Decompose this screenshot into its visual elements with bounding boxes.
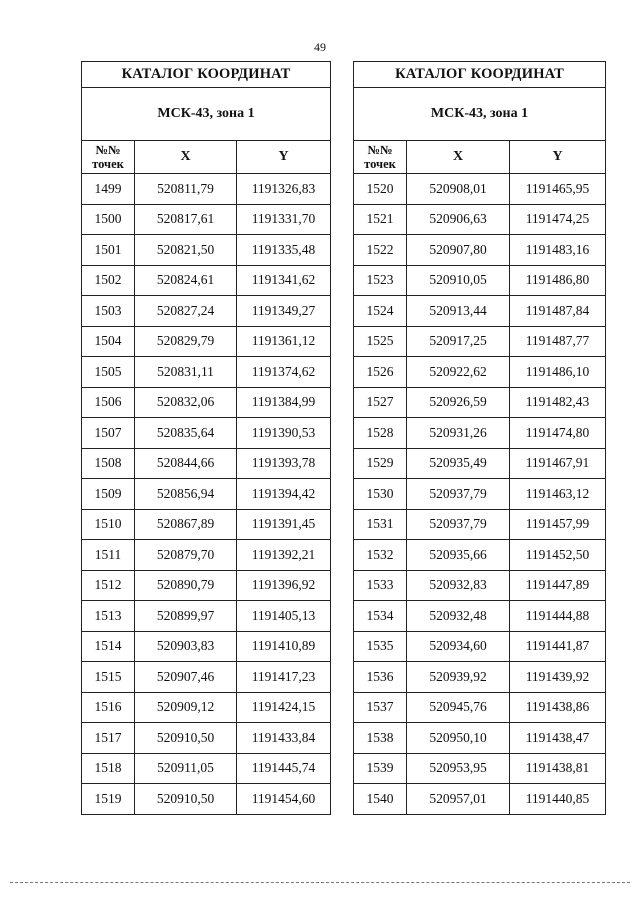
y-coordinate-cell: 1191482,43 (510, 387, 606, 418)
point-number-cell: 1500 (82, 204, 135, 235)
y-coordinate-cell: 1191438,81 (510, 753, 606, 784)
y-coordinate-cell: 1191483,16 (510, 235, 606, 266)
y-coordinate-cell: 1191463,12 (510, 479, 606, 510)
x-coordinate-cell: 520907,80 (407, 235, 510, 266)
x-coordinate-cell: 520856,94 (135, 479, 237, 510)
table-row (354, 692, 606, 723)
point-number-cell: 1510 (82, 509, 135, 540)
column-header-x: X (407, 141, 510, 174)
table-row (82, 753, 331, 784)
y-coordinate-cell: 1191396,92 (237, 570, 331, 601)
y-coordinate-cell: 1191433,84 (237, 723, 331, 754)
x-coordinate-cell: 520937,79 (407, 479, 510, 510)
point-number-cell: 1516 (82, 692, 135, 723)
table-row (354, 570, 606, 601)
table-row (82, 784, 331, 815)
x-coordinate-cell: 520913,44 (407, 296, 510, 327)
x-coordinate-cell: 520811,79 (135, 174, 237, 205)
x-coordinate-cell: 520937,79 (407, 509, 510, 540)
table-row (354, 326, 606, 357)
x-coordinate-cell: 520821,50 (135, 235, 237, 266)
point-number-cell: 1514 (82, 631, 135, 662)
table-row (354, 265, 606, 296)
y-coordinate-cell: 1191440,85 (510, 784, 606, 815)
column-header-y: Y (237, 141, 331, 174)
y-coordinate-cell: 1191438,47 (510, 723, 606, 754)
y-coordinate-cell: 1191438,86 (510, 692, 606, 723)
y-coordinate-cell: 1191445,74 (237, 753, 331, 784)
y-coordinate-cell: 1191474,80 (510, 418, 606, 449)
y-coordinate-cell: 1191474,25 (510, 204, 606, 235)
point-number-cell: 1537 (354, 692, 407, 723)
column-header-point-number: №№ точек (354, 141, 407, 174)
y-coordinate-cell: 1191349,27 (237, 296, 331, 327)
column-header-x: X (135, 141, 237, 174)
point-number-cell: 1509 (82, 479, 135, 510)
point-number-cell: 1513 (82, 601, 135, 632)
x-coordinate-cell: 520935,66 (407, 540, 510, 571)
table-row (354, 479, 606, 510)
x-coordinate-cell: 520824,61 (135, 265, 237, 296)
table-row (82, 601, 331, 632)
table-row (82, 357, 331, 388)
point-number-cell: 1523 (354, 265, 407, 296)
x-coordinate-cell: 520935,49 (407, 448, 510, 479)
table-row (354, 540, 606, 571)
table-row (354, 509, 606, 540)
y-coordinate-cell: 1191444,88 (510, 601, 606, 632)
x-coordinate-cell: 520908,01 (407, 174, 510, 205)
x-coordinate-cell: 520907,46 (135, 662, 237, 693)
y-coordinate-cell: 1191384,99 (237, 387, 331, 418)
point-number-cell: 1540 (354, 784, 407, 815)
x-coordinate-cell: 520835,64 (135, 418, 237, 449)
table-row (354, 601, 606, 632)
point-number-cell: 1532 (354, 540, 407, 571)
point-number-cell: 1502 (82, 265, 135, 296)
x-coordinate-cell: 520867,89 (135, 509, 237, 540)
y-coordinate-cell: 1191361,12 (237, 326, 331, 357)
y-coordinate-cell: 1191393,78 (237, 448, 331, 479)
table-row (354, 723, 606, 754)
coordinate-catalog-table (81, 61, 331, 815)
table-row (354, 174, 606, 205)
table-row (354, 631, 606, 662)
x-coordinate-cell: 520950,10 (407, 723, 510, 754)
point-number-cell: 1518 (82, 753, 135, 784)
y-coordinate-cell: 1191326,83 (237, 174, 331, 205)
x-coordinate-cell: 520909,12 (135, 692, 237, 723)
point-number-cell: 1501 (82, 235, 135, 266)
x-coordinate-cell: 520932,48 (407, 601, 510, 632)
x-coordinate-cell: 520890,79 (135, 570, 237, 601)
y-coordinate-cell: 1191392,21 (237, 540, 331, 571)
point-number-cell: 1530 (354, 479, 407, 510)
y-coordinate-cell: 1191410,89 (237, 631, 331, 662)
table-row (82, 235, 331, 266)
catalog-title: КАТАЛОГ КООРДИНАТ (354, 62, 606, 88)
table-row (82, 204, 331, 235)
table-row (354, 387, 606, 418)
page-number: 49 (314, 40, 326, 54)
point-number-cell: 1535 (354, 631, 407, 662)
point-number-cell: 1519 (82, 784, 135, 815)
x-coordinate-cell: 520945,76 (407, 692, 510, 723)
point-number-cell: 1505 (82, 357, 135, 388)
point-number-cell: 1511 (82, 540, 135, 571)
table-row (354, 357, 606, 388)
y-coordinate-cell: 1191405,13 (237, 601, 331, 632)
table-row (82, 418, 331, 449)
table-row (82, 326, 331, 357)
point-number-cell: 1527 (354, 387, 407, 418)
coordinate-system-zone: МСК-43, зона 1 (354, 88, 606, 141)
y-coordinate-cell: 1191486,80 (510, 265, 606, 296)
table-row (82, 448, 331, 479)
x-coordinate-cell: 520832,06 (135, 387, 237, 418)
coordinate-system-zone: МСК-43, зона 1 (82, 88, 331, 141)
column-header-point-number: №№ точек (82, 141, 135, 174)
table-row (354, 204, 606, 235)
coordinate-catalog-table (353, 61, 606, 815)
x-coordinate-cell: 520932,83 (407, 570, 510, 601)
column-header-y: Y (510, 141, 606, 174)
point-number-cell: 1529 (354, 448, 407, 479)
point-number-cell: 1521 (354, 204, 407, 235)
point-number-cell: 1506 (82, 387, 135, 418)
x-coordinate-cell: 520922,62 (407, 357, 510, 388)
x-coordinate-cell: 520939,92 (407, 662, 510, 693)
table-row (354, 296, 606, 327)
table-row (82, 479, 331, 510)
point-number-cell: 1524 (354, 296, 407, 327)
y-coordinate-cell: 1191457,99 (510, 509, 606, 540)
x-coordinate-cell: 520844,66 (135, 448, 237, 479)
x-coordinate-cell: 520931,26 (407, 418, 510, 449)
point-number-cell: 1534 (354, 601, 407, 632)
table-row (82, 723, 331, 754)
x-coordinate-cell: 520957,01 (407, 784, 510, 815)
point-number-cell: 1526 (354, 357, 407, 388)
x-coordinate-cell: 520911,05 (135, 753, 237, 784)
table-row (82, 265, 331, 296)
point-number-cell: 1508 (82, 448, 135, 479)
table-row (82, 509, 331, 540)
table-row (82, 540, 331, 571)
x-coordinate-cell: 520926,59 (407, 387, 510, 418)
x-coordinate-cell: 520817,61 (135, 204, 237, 235)
point-number-cell: 1539 (354, 753, 407, 784)
y-coordinate-cell: 1191452,50 (510, 540, 606, 571)
x-coordinate-cell: 520910,50 (135, 784, 237, 815)
x-coordinate-cell: 520879,70 (135, 540, 237, 571)
table-row (354, 753, 606, 784)
y-coordinate-cell: 1191486,10 (510, 357, 606, 388)
x-coordinate-cell: 520910,05 (407, 265, 510, 296)
point-number-cell: 1538 (354, 723, 407, 754)
table-row (354, 448, 606, 479)
x-coordinate-cell: 520827,24 (135, 296, 237, 327)
table-row (82, 387, 331, 418)
y-coordinate-cell: 1191417,23 (237, 662, 331, 693)
x-coordinate-cell: 520829,79 (135, 326, 237, 357)
point-number-cell: 1533 (354, 570, 407, 601)
x-coordinate-cell: 520910,50 (135, 723, 237, 754)
y-coordinate-cell: 1191331,70 (237, 204, 331, 235)
y-coordinate-cell: 1191441,87 (510, 631, 606, 662)
catalog-title: КАТАЛОГ КООРДИНАТ (82, 62, 331, 88)
table-row (354, 784, 606, 815)
point-number-cell: 1520 (354, 174, 407, 205)
y-coordinate-cell: 1191424,15 (237, 692, 331, 723)
point-number-cell: 1499 (82, 174, 135, 205)
catalog-body (354, 174, 606, 815)
y-coordinate-cell: 1191341,62 (237, 265, 331, 296)
y-coordinate-cell: 1191447,89 (510, 570, 606, 601)
table-row (354, 235, 606, 266)
point-number-cell: 1522 (354, 235, 407, 266)
table-row (82, 631, 331, 662)
y-coordinate-cell: 1191454,60 (237, 784, 331, 815)
table-row (82, 174, 331, 205)
x-coordinate-cell: 520903,83 (135, 631, 237, 662)
x-coordinate-cell: 520953,95 (407, 753, 510, 784)
table-row (82, 296, 331, 327)
y-coordinate-cell: 1191465,95 (510, 174, 606, 205)
y-coordinate-cell: 1191390,53 (237, 418, 331, 449)
table-row (82, 662, 331, 693)
point-number-cell: 1503 (82, 296, 135, 327)
x-coordinate-cell: 520917,25 (407, 326, 510, 357)
table-row (82, 692, 331, 723)
y-coordinate-cell: 1191487,84 (510, 296, 606, 327)
table-row (354, 418, 606, 449)
x-coordinate-cell: 520934,60 (407, 631, 510, 662)
x-coordinate-cell: 520906,63 (407, 204, 510, 235)
table-row (354, 662, 606, 693)
catalog-body (82, 174, 331, 815)
point-number-cell: 1515 (82, 662, 135, 693)
y-coordinate-cell: 1191487,77 (510, 326, 606, 357)
footer-divider (10, 882, 630, 883)
x-coordinate-cell: 520899,97 (135, 601, 237, 632)
point-number-cell: 1507 (82, 418, 135, 449)
point-number-cell: 1531 (354, 509, 407, 540)
table-row (82, 570, 331, 601)
y-coordinate-cell: 1191467,91 (510, 448, 606, 479)
point-number-cell: 1504 (82, 326, 135, 357)
point-number-cell: 1525 (354, 326, 407, 357)
point-number-cell: 1517 (82, 723, 135, 754)
x-coordinate-cell: 520831,11 (135, 357, 237, 388)
point-number-cell: 1536 (354, 662, 407, 693)
y-coordinate-cell: 1191391,45 (237, 509, 331, 540)
point-number-cell: 1512 (82, 570, 135, 601)
y-coordinate-cell: 1191374,62 (237, 357, 331, 388)
y-coordinate-cell: 1191394,42 (237, 479, 331, 510)
point-number-cell: 1528 (354, 418, 407, 449)
y-coordinate-cell: 1191439,92 (510, 662, 606, 693)
y-coordinate-cell: 1191335,48 (237, 235, 331, 266)
